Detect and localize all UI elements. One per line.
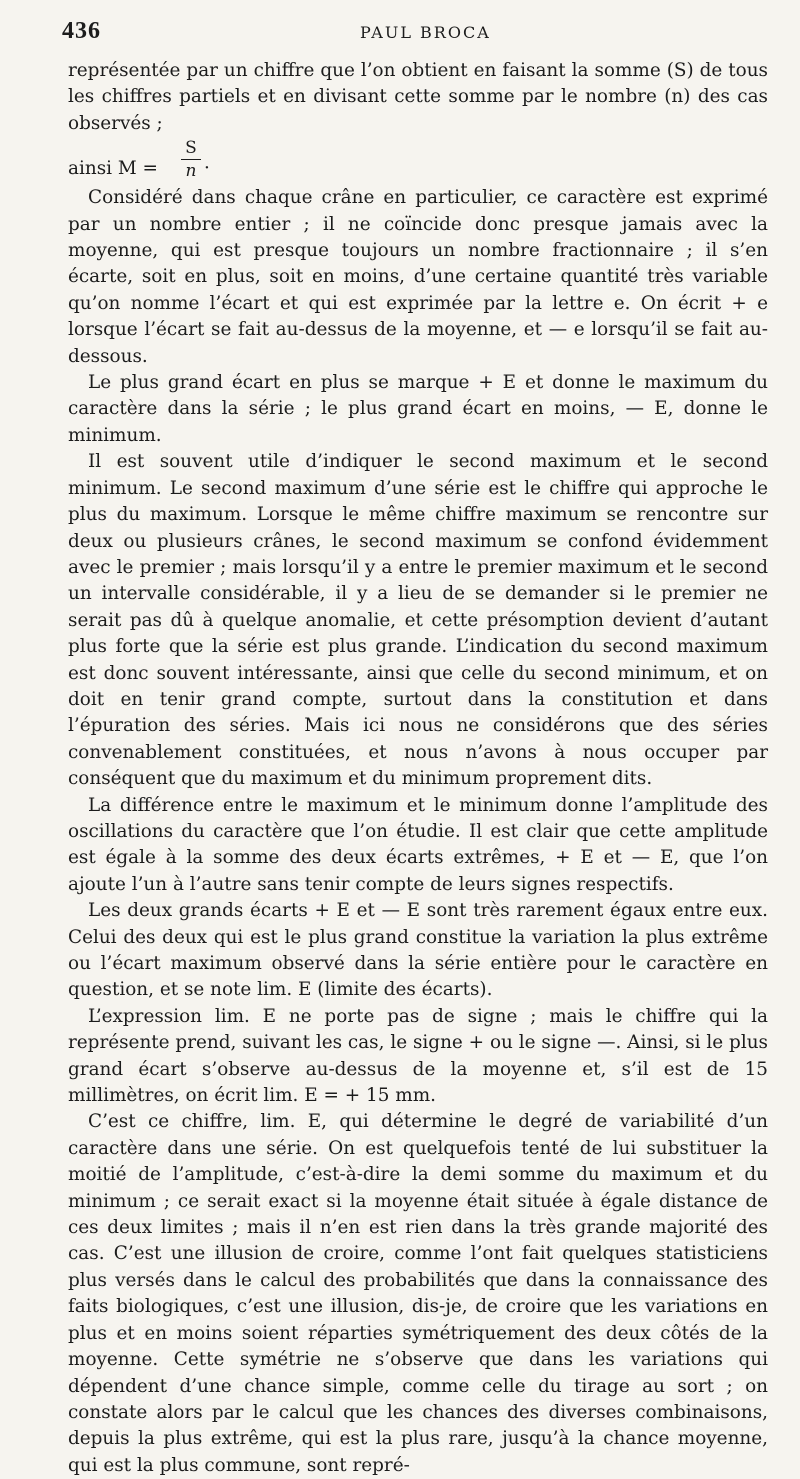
formula-mean — [68, 137, 768, 185]
formula-trail: · — [204, 158, 210, 180]
running-head: PAUL BROCA — [360, 23, 491, 42]
formula-denominator: n — [185, 161, 197, 182]
paragraph: La différence entre le maximum et le minimum donne l’amplitude des oscillations du caractère que l’on étudie. Il est clair que cette amplitude est égale à la somme des deux écarts extrêmes, + E et — E, que l’on ajoute l’un à l’autre sans tenir compte de leurs signes respectifs. — [68, 794, 768, 895]
paragraph: C’est ce chiffre, lim. E, qui détermine le degré de variabilité d’un caractère dans une série. On est quelquefois tenté de lui substituer la moitié de l’amplitude, c’est-à-dire la demi somme du maximum et du minimum ; ce serait exact si la moyenne était située à égale distance de ces deux limites ; mais il n’en est rien dans la très grande majorité des cas. C’est une illusion de croire, comme l’ont fait quelques statisticiens plus versés dans le calcul des probabilités que dans la connaissance des faits biologiques, c’est une illusion, dis-je, de croire que les variations en plus et en moins soient réparties symétriquement des deux côtés de la moyenne. Cette symétrie ne s’observe que dans les variations qui dépendent d’une chance simple, comme celle du tirage au sort ; on constate alors par le calcul que les chances des diverses combinaisons, depuis la plus extrême, qui est la plus rare, jusqu’à la chance moyenne, qui est la plus commune, sont repré- — [68, 1111, 768, 1476]
paragraph: représentée par un chiffre que l’on obtient en faisant la somme (S) de tous les chiffres partiels et en divisant cette somme par le nombre (n) des cas observés ; — [68, 60, 768, 134]
page-header — [62, 18, 760, 48]
formula-fraction — [181, 137, 201, 182]
formula-lead: ainsi M = — [68, 158, 158, 180]
paragraph: L’expression lim. E ne porte pas de signe ; mais le chiffre qui la représente prend, suivant les cas, le signe + ou le signe —. Ainsi, si le plus grand écart s’observe au-dessus de la moyenne et, s’il est de 15 millimètres, on écrit lim. E = + 15 mm. — [68, 1005, 768, 1107]
paragraph: Le plus grand écart en plus se marque + E et donne le maximum du caractère dans la série ; le plus grand écart en moins, — E, donne le minimum. — [68, 372, 768, 446]
page-body — [68, 58, 768, 1479]
formula-numerator: S — [181, 137, 201, 160]
paragraph: Considéré dans chaque crâne en particulier, ce caractère est exprimé par un nombre entier ; il ne coïncide donc presque jamais avec la moyenne, qui est presque toujours un nombre fractionnaire ; il s’en écarte, soit en plus, soit en moins, d’une certaine quantité très variable qu’on nomme l’écart et qui est exprimée par la lettre e. On écrit + e lorsque l’écart se fait au-dessus de la moyenne, et — e lorsqu’il se fait au-dessous. — [68, 187, 768, 367]
page-number: 436 — [62, 18, 101, 44]
paragraph: Les deux grands écarts + E et — E sont très rarement égaux entre eux. Celui des deux qui est le plus grand constitue la variation la plus extrême ou l’écart maximum observé dans la série entière pour le caractère en question, et se note lim. E (limite des écarts). — [68, 900, 768, 1001]
paragraph: Il est souvent utile d’indiquer le second maximum et le second minimum. Le second maximum d’une série est le chiffre qui approche le plus du maximum. Lorsque le même chiffre maximum se rencontre sur deux ou plusieurs crânes, le second maximum se confond évidemment avec le premier ; mais lorsqu’il y a entre le premier maximum et le second un intervalle considérable, il y a lieu de se demander si le premier ne serait pas dû à quelque anomalie, et cette présomption devient d’autant plus forte que la série est plus grande. L’indication du second maximum est donc souvent intéressante, ainsi que celle du second minimum, et on doit en tenir grand compte, surtout dans la constitution et dans l’épuration des séries. Mais ici nous ne considérons que des séries convenablement constituées, et nous n’avons à nous occuper par conséquent que du maximum et du minimum proprement dits. — [68, 451, 768, 790]
